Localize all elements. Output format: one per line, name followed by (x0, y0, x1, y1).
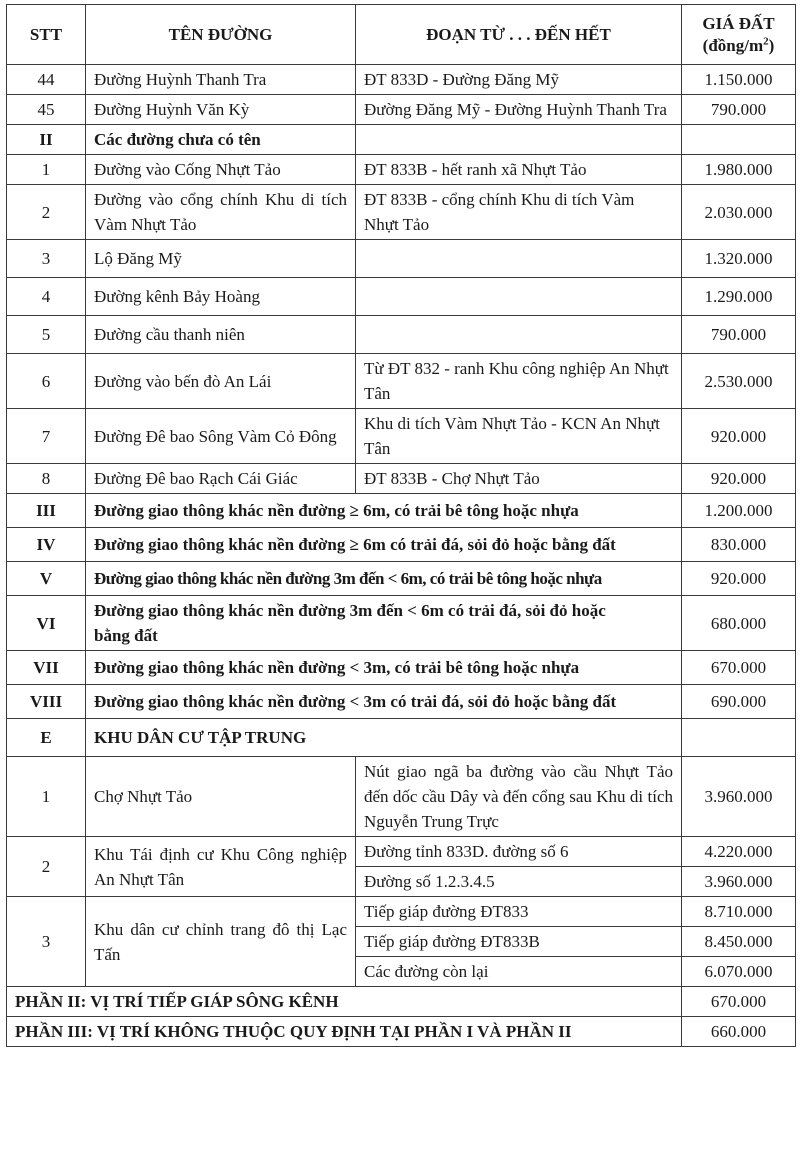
category-row: V Đường giao thông khác nền đường 3m đến < 6m, có trải bê tông hoặc nhựa 920.000 (7, 562, 796, 596)
table-row: 3 Lộ Đăng Mỹ 1.320.000 (7, 240, 796, 278)
table-row: 1 Đường vào Cống Nhựt Tảo ĐT 833B - hết ranh xã Nhựt Tảo 1.980.000 (7, 155, 796, 185)
header-doan: ĐOẠN TỪ . . . ĐẾN HẾT (356, 5, 682, 65)
header-row (7, 5, 796, 65)
section-row-e: E KHU DÂN CƯ TẬP TRUNG (7, 719, 796, 757)
land-price-table (6, 4, 796, 1047)
part-ii-row: PHẦN II: VỊ TRÍ TIẾP GIÁP SÔNG KÊNH 670.000 (7, 987, 796, 1017)
table-row: 1 Chợ Nhựt Tảo Nút giao ngã ba đường vào cầu Nhựt Tảo đến dốc cầu Dây và đến cổng sau Khu di tích Nguyễn Trung Trực 3.960.000 (7, 757, 796, 837)
category-row: VII Đường giao thông khác nền đường < 3m, có trải bê tông hoặc nhựa 670.000 (7, 651, 796, 685)
table-row: 45 Đường Huỳnh Văn Kỳ Đường Đăng Mỹ - Đường Huỳnh Thanh Tra 790.000 (7, 95, 796, 125)
section-row-ii: II Các đường chưa có tên (7, 125, 796, 155)
category-row: VIII Đường giao thông khác nền đường < 3m có trải đá, sỏi đỏ hoặc bằng đất 690.000 (7, 685, 796, 719)
category-row: VI Đường giao thông khác nền đường 3m đến < 6m có trải đá, sỏi đỏ hoặc bằng đất 680.000 (7, 596, 796, 651)
table-row: 5 Đường cầu thanh niên 790.000 (7, 316, 796, 354)
table-row: 6 Đường vào bến đò An Lái Từ ĐT 832 - ranh Khu công nghiệp An Nhựt Tân 2.530.000 (7, 354, 796, 409)
table-subrow: Tiếp giáp đường ĐT833B 8.450.000 (7, 927, 796, 957)
table-row: 2 Khu Tái định cư Khu Công nghiệp An Nhựt Tân Đường tỉnh 833D. đường số 6 4.220.000 (7, 837, 796, 867)
table-subrow: Đường số 1.2.3.4.5 3.960.000 (7, 867, 796, 897)
table-row: 44 Đường Huỳnh Thanh Tra ĐT 833D - Đường Đăng Mỹ 1.150.000 (7, 65, 796, 95)
table-subrow: Các đường còn lại 6.070.000 (7, 957, 796, 987)
table-row: 7 Đường Đê bao Sông Vàm Cỏ Đông Khu di tích Vàm Nhựt Tảo - KCN An Nhựt Tân 920.000 (7, 409, 796, 464)
header-stt: STT (7, 5, 86, 65)
table-row: 2 Đường vào cổng chính Khu di tích Vàm Nhựt Tảo ĐT 833B - cổng chính Khu di tích Vàm Nhựt Tảo 2.030.000 (7, 185, 796, 240)
table-row: 3 Khu dân cư chỉnh trang đô thị Lạc Tấn Tiếp giáp đường ĐT833 8.710.000 (7, 897, 796, 927)
part-iii-row: PHẦN III: VỊ TRÍ KHÔNG THUỘC QUY ĐỊNH TẠI PHẦN I VÀ PHẦN II 660.000 (7, 1017, 796, 1047)
table-row: 8 Đường Đê bao Rạch Cái Giác ĐT 833B - Chợ Nhựt Tảo 920.000 (7, 464, 796, 494)
header-gia-dat: GIÁ ĐẤT $(đồng/m^2)$ (682, 5, 796, 65)
table-row: 4 Đường kênh Bảy Hoàng 1.290.000 (7, 278, 796, 316)
category-row: IV Đường giao thông khác nền đường ≥ 6m có trải đá, sỏi đỏ hoặc bằng đất 830.000 (7, 528, 796, 562)
header-ten-duong: TÊN ĐƯỜNG (86, 5, 356, 65)
category-row: III Đường giao thông khác nền đường ≥ 6m, có trải bê tông hoặc nhựa 1.200.000 (7, 494, 796, 528)
